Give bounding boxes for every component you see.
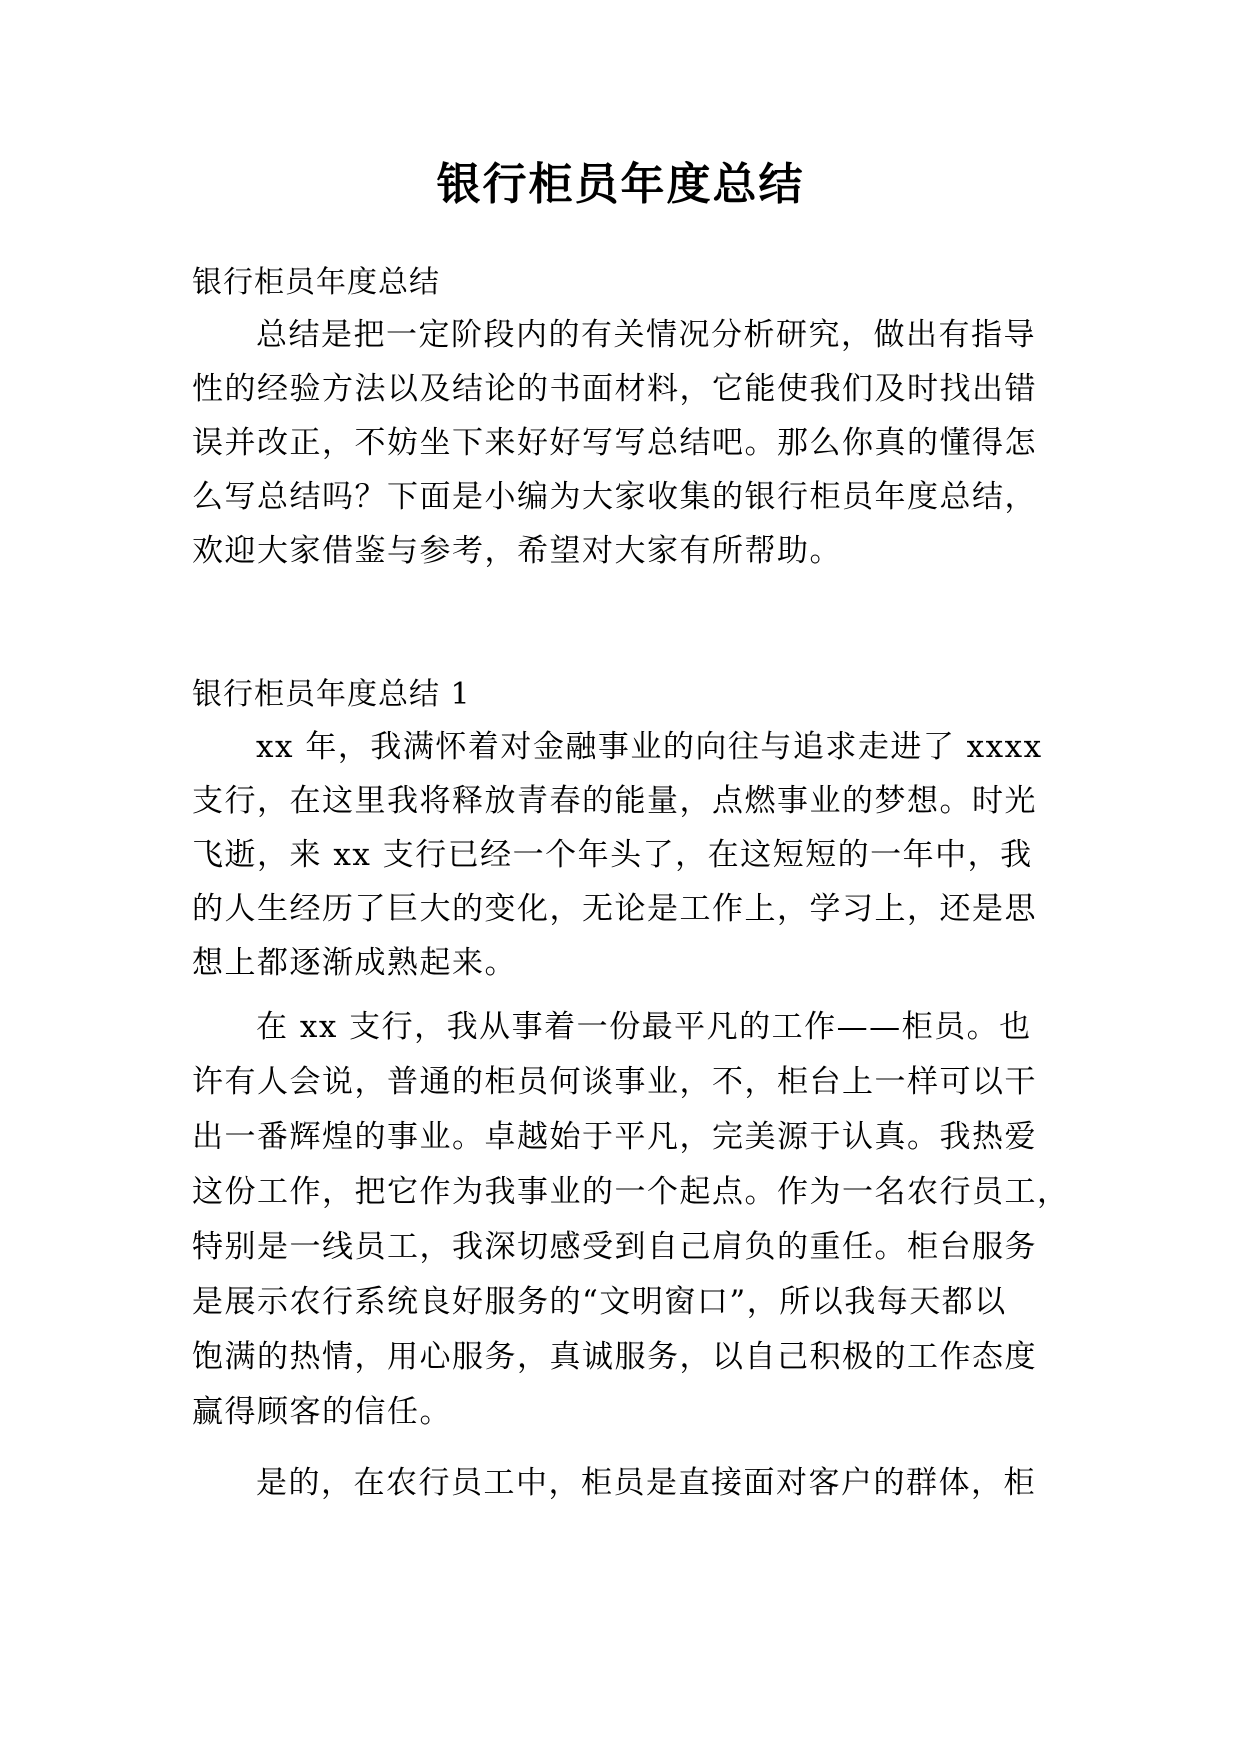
document-title: 银行柜员年度总结 — [436, 159, 805, 210]
section-1-paragraph-1 — [192, 720, 1058, 990]
paragraph-line: 特别是一线员工，我深切感受到自己肩负的重任。柜台服务 — [192, 1229, 1037, 1265]
paragraph-line: 是展示农行系统良好服务的“文明窗口”，所以我每天都以 — [192, 1284, 1007, 1320]
paragraph-line: xx 年，我满怀着对金融事业的向往与追求走进了 xxxx — [256, 729, 1043, 765]
intro-line: 欢迎大家借鉴与参考，希望对大家有所帮助。 — [192, 533, 842, 569]
section-1-paragraph-3 — [192, 1456, 1058, 1511]
paragraph-line: 饱满的热情，用心服务，真诚服务，以自己积极的工作态度 — [192, 1339, 1037, 1375]
paragraph-line: 的人生经历了巨大的变化，无论是工作上，学习上，还是思 — [192, 891, 1037, 927]
paragraph-line: 想上都逐渐成熟起来。 — [192, 945, 517, 981]
intro-line: 总结是把一定阶段内的有关情况分析研究，做出有指导 — [256, 317, 1036, 353]
paragraph-line: 支行，在这里我将释放青春的能量，点燃事业的梦想。时光 — [192, 783, 1037, 819]
paragraph-line: 这份工作，把它作为我事业的一个起点。作为一名农行员工， — [192, 1174, 1070, 1210]
paragraph-line: 赢得顾客的信任。 — [192, 1394, 452, 1430]
section-intro-heading: 银行柜员年度总结 — [192, 265, 440, 300]
intro-line: 么写总结吗？下面是小编为大家收集的银行柜员年度总结， — [192, 479, 1037, 515]
intro-paragraph — [192, 308, 1058, 578]
intro-line: 误并改正，不妨坐下来好好写写总结吧。那么你真的懂得怎 — [192, 425, 1037, 461]
paragraph-line: 是的，在农行员工中，柜员是直接面对客户的群体，柜 — [256, 1465, 1036, 1501]
section-1-heading: 银行柜员年度总结 1 — [192, 677, 471, 712]
paragraph-line: 飞逝，来 xx 支行已经一个年头了，在这短短的一年中，我 — [192, 837, 1033, 873]
section-1-paragraph-2 — [192, 1000, 1070, 1440]
intro-line: 性的经验方法以及结论的书面材料，它能使我们及时找出错 — [192, 371, 1037, 407]
paragraph-line: 在 xx 支行，我从事着一份最平凡的工作——柜员。也 — [256, 1009, 1032, 1045]
paragraph-line: 出一番辉煌的事业。卓越始于平凡，完美源于认真。我热爱 — [192, 1119, 1037, 1155]
paragraph-line: 许有人会说，普通的柜员何谈事业，不，柜台上一样可以干 — [192, 1064, 1037, 1100]
